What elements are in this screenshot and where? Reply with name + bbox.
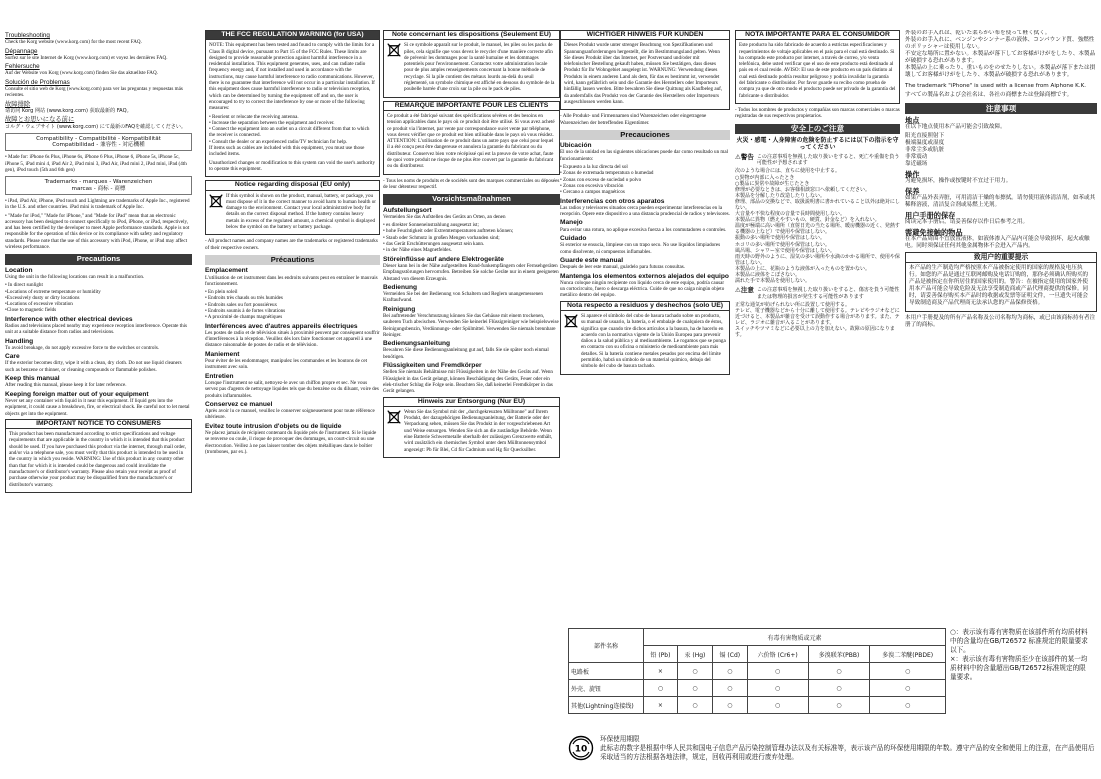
problemas-text: Consulte el sitio web de Korg (www.korg.com) para ver las preguntas y respuestas más recientes.: [5, 86, 183, 99]
stoer-heading: Störeinflüsse auf andere Elektrogeräte: [383, 255, 504, 263]
hinweis-text: Wenn Sie das Symbol mit der „durchgekreuzten Mülltonne" auf Ihrem Produkt, der dazugehörigen Bedienungsanleitung, der Batterie oder der Verpackung sehen, müssen Sie das Produkt in der vorgeschriebenen Art und Weise entsorgen. Wenden Sie sich an die zuständige Behörde. Wenn eine Batterie Schwermetalle oberhalb der zulässigen Grenzwerte enthält, wird zusätzlich ein chemisches Symbol unter dem Mülltonnensymbol angezeigt: Pb für Blei, Cd für Cadmium und Hg für Quecksilber.: [404, 408, 553, 453]
entretien-text: Lorsque l'instrument se salit, nettoyez-le avec un chiffon propre et sec. Ne vous servez pas d'agents de nettoyage liquides tels que du benzène ou du diluant, voire des produits inflammables.: [205, 379, 379, 399]
fcc-box: [205, 30, 380, 177]
nota-residuos-text: Si aparece el símbolo del cubo de basura tachado sobre un producto, su manual de usuario, la batería, o el embalaje de cualquiera de éstos, significa que cuando tire dichos artículos a la basura, ha de hacerlo en acuerdo con la normativa vigente de la Unión Europea para prevenir daños a la salud pública y al medioambiente. Le rogamos que se ponga en contacto con su oficina o ministerio de medioambiente para más detalles. Si la batería contiene metales pesados por encima del límite permitido, habrá un símbolo de un material químico, debajo del símbolo del cubo de basura tachado.: [581, 312, 726, 370]
problemas-heading: Solución de Problemas: [5, 78, 70, 86]
rohs-col-header: 六价铬 (Cr6+): [747, 646, 808, 663]
aufstellungsort-list: [383, 222, 560, 253]
env-period-text: 此标志的数字是根据中华人民共和国电子信息产品污染控制管理办法以及有关标准等，表示该产品的环保使用期限的年数。遵守产品的安全和使用上的注意，在产品使用后采取适当的方法根据各地法律，规定，回收再利用或进行废弃处理。: [600, 744, 1095, 761]
jp-faq-text: コルグ・ウェブサイト (www.korg.com) にて最新のFAQを確認してください。: [5, 123, 187, 130]
disposal-title: Notice regarding disposal (EU only): [206, 181, 379, 190]
rohs-header-part: 部件名称: [569, 629, 644, 663]
foreign-matter-heading: Keeping foreign matter out of your equipment: [5, 390, 149, 398]
location-item: •Locations of extreme temperature or humidity: [5, 288, 101, 295]
rohs-mark: ×: [644, 663, 678, 680]
warning-label: ⚠警告: [735, 152, 754, 161]
wichtiger-title: WICHTIGER HINWEIS FÜR KUNDEN: [561, 31, 729, 40]
fremd-heading: Flüssigkeiten und Fremdkörper: [383, 362, 482, 370]
rohs-note-x: ×：表示该有毒有害物质至少在该部件的某一均质材料中的含量超出GB/T26572标准规定的限量要求。: [950, 655, 1088, 681]
important-notice-text: This product has been manufactured according to strict specifications and voltage requirements that are applicable in the country in which it is intended that this product should be used. If you have purchased this product via the internet, through mail order, and/or via a telephone sale, you must verify that this product is intended to be used in the country in which you reside. WARNING: Use of this product in any country other than that for which it is intended could be dangerous and could invalidate the manufacturer's or distributor's warranty. Please also retain your receipt as proof of purchase otherwise your product may be disqualified from the manufacturer's or distributor's warranty.: [9, 431, 187, 488]
cn-notice-box: [905, 252, 1097, 312]
emplacement-heading: Emplacement: [205, 267, 248, 275]
interference-text: Radios and televisions placed nearby may experience reception interference. Operate this unit at a suitable distance from radios and televisions.: [5, 322, 188, 336]
entretien-heading: Entretien: [205, 372, 234, 380]
guarde-text: Después de leer este manual, guárdelo para futuras consultas.: [560, 264, 686, 271]
hinweis-title: Hinweis zur Entsorgung (Nur EU): [384, 398, 559, 407]
warning-item: ○製品に異常や故障が生じたとき: [735, 180, 810, 187]
warning-item: 本製品の上に、花瓶のような液体が入ったものを置かない。: [735, 265, 871, 272]
warning-item: 本製品を分解したり改造したりしない。: [735, 192, 826, 199]
important-notice-title: IMPORTANT NOTICE TO CONSUMERS: [6, 420, 191, 429]
interference-es-text: Las radios y televisores situados cerca pueden experimentar interferencias en la recepción. Opere este dispositivo a una distancia prudencial de radios y televisores.: [560, 204, 730, 218]
tm-note-en: - All product names and company names are the trademarks or registered trademarks of their respective owners.: [205, 238, 378, 251]
warning-text: この注意事項を無視した取り扱いをすると、死亡や重傷を負う可能性が予想されます: [756, 153, 900, 167]
disposal-box: [205, 180, 380, 235]
warning-item: 次のような場合には、直ちに使用を中止する。: [735, 168, 841, 175]
hinweis-box: [383, 397, 560, 458]
warning-item: 振動の多い場所で使用や保管はしない。: [735, 235, 826, 242]
rohs-mark: ○: [808, 680, 870, 697]
rohs-mark: ○: [677, 680, 712, 697]
aufstellungsort-item: • das Gerät Erschütterungen ausgesetzt sein kann.: [383, 241, 485, 248]
troubleshooting-heading: Troubleshooting: [5, 32, 50, 39]
emplacement-item: • A proximité de champs magnétiques: [205, 314, 283, 321]
warning-item: 濡れた手で本製品を使用しない。: [735, 278, 811, 285]
fremd-text: Stellen Sie niemals Behältnisse mit Flüssigkeiten in der Nähe des Geräts auf. Wenn Flüssigkeit in das Gerät gelangt, können Beschädigung des Geräts, Feuer oder ein elek-trischer Schlag die Folge sein. Beachten Sie, daß keinerlei Fremdkörper in das Gerät gelangen.: [383, 369, 553, 395]
location-list: [5, 282, 192, 313]
jp-care-list: [905, 30, 1097, 79]
warning-item: 温度が極端に高い場所（直射日光の当たる場所、暖房機器の近く、発熱する機器の上など）で使用や保管はしない。: [735, 223, 900, 236]
column-en-fr: [205, 30, 380, 775]
ubicacion-item: • Cercano a campos magnéticos: [560, 189, 625, 196]
stoer-text: Dieser kann bei in der Nähe aufgestellten Rund-funkempfängern oder Fernsehgeräten Empfangsstörungen hervorrufen. Betreiben Sie solche Geräte nur in einem geeigneten Abstand von diesem Erzeugnis.: [383, 262, 559, 282]
depannage-heading: Dépannage: [5, 47, 38, 55]
remarque-box: [383, 101, 560, 175]
cn-care-text: 如果产品外表弄脏，可用清洁干燥的布擦拭。请勿使用液体清洁剂，如苯或其稀释溶液，清洁复合剂或易燃上光剂。: [905, 195, 1096, 208]
jp-care-item: 不安定な場所に置かない。本製品が落下してお客様がけがをしたり、本製品が破損する恐れがあります。: [905, 51, 1096, 64]
rohs-mark: ○: [870, 680, 946, 697]
table-row: [569, 680, 946, 697]
nota-residuos-box: [560, 301, 730, 375]
column-fr-de: [383, 30, 560, 775]
care-heading: Care: [5, 353, 20, 361]
rohs-col-header: 镉 (Cd): [712, 646, 747, 663]
koshou-text: 请访问 Korg 网站 (www.korg.com) 获取最新的 FAQ。: [5, 107, 132, 114]
bedienung-heading: Bedienung: [383, 283, 418, 291]
cn-operation-heading: 操作: [905, 170, 920, 179]
rohs-col-header: 多溴二苯醚(PBDE): [870, 646, 946, 663]
rohs-mark: ○: [677, 663, 712, 680]
cn-location-heading: 地点: [905, 116, 920, 125]
compat-list: • Made for: iPhone 6s Plus, iPhone 6s, iPhone 6 Plus, iPhone 6, iPhone 5s, iPhone 5c, iPhone 5, iPad mini 4, iPad Air 2, iPad mini 3, iPad Air, iPad mini 2, iPad mini, iPad (4th gen), iPod touch (5th and 6th gen): [5, 154, 187, 174]
location-heading: Location: [5, 266, 33, 274]
cuidado-text: Si exterior se ensucia, límpiese con un trapo seco. No use líquidos limpiadores como disolvente, ni compuestos inflamables.: [560, 242, 721, 255]
troubleshooting-text: Check the Korg website (www.korg.com) for the most recent FAQ.: [5, 39, 142, 46]
rohs-note-o: ○：表示该有毒有害物质在该部件所有均质材料中的含量均在GB/T26572 标准规定的限量要求以下。: [950, 628, 1088, 654]
rohs-mark: ○: [870, 697, 946, 714]
caution-label: ⚠注意: [735, 286, 754, 295]
anleitung-heading: Bedienungsanleitung: [383, 340, 451, 348]
rohs-mark: ○: [870, 663, 946, 680]
rohs-notes: [950, 628, 1092, 682]
evitez-heading: Evitez toute intrusion d'objets ou de liquide: [205, 422, 342, 430]
manejo-text: Para evitar una rotura, no aplique excesiva fuerza a los conmutadores o controles.: [560, 226, 727, 233]
mantenga-text: Nunca coloque ningún recipiente con líquido cerca de este equipo, podría causar un cortocircuito, fuero o descarga eléctrica. Cuide de que no caiga ningún objeto metálico dentro del equipo.: [560, 279, 725, 299]
fcc-text-1: NOTE: This equipment has been tested and found to comply with the limits for a Class B digital device, pursuant to Part 15 of the FCC Rules. These limits are designed to provide reasonable protection against harmful interference in a residential installation. This equipment generates, uses, and can radiate radio frequency energy and, if not installed and used in accordance with the instructions, may cause harmful interference to radio communications. However, there is no guarantee that interference will not occur in a particular installation. If this equipment does cause harmful interference to radio or television reception, which can be determined by turning the equipment off and on, the user is encouraged to try to correct the interference by one or more of the following measures:: [209, 42, 375, 112]
rohs-part-name: 电路板: [569, 663, 644, 680]
cn-precautions-bar: 注意事项: [905, 103, 1097, 114]
maniement-text: Pour éviter de les endommager, manipulez les commandes et les boutons de cet instrument avec soin.: [205, 358, 368, 371]
rohs-mark: ○: [747, 680, 808, 697]
warning-item: ○異物が内部に入ったとき: [735, 174, 795, 181]
cuidado-heading: Cuidado: [560, 235, 587, 243]
ubicacion-text: El uso de la unidad en las siguientes ubicaciones puede dar como resultado un mal funcionamiento:: [560, 149, 729, 162]
caution-item: テレビ、電子機器などから十分に離して使用する。テレビやラジオなどに近づけると、本製品が雑音を受けて誤動作する場合があります。また、テレビ、ラジオに雑音が入ることがあります。: [735, 307, 900, 327]
depannage-text: Surfez sur le site Internet de Korg (www.korg.com) et voyez les dernières FAQ.: [5, 54, 168, 61]
location-item: • In direct sunlight: [5, 282, 43, 289]
cn-notice-text: 本产品的生产制造均严格按照本产品被指定使用的国家的规格及电压执行。如您的产品是通过互联网邮购及电话订购的，那你必须确认所购买的产品是被指定在你所居住的国家使用的。警告：在被指定使用的国家外使用本产品可能会导致危险及无法享受制造商或产品代理商提供的保修。同时，请妥善保存购买本产品时的收据或发票等证明文件，一旦遗失可能会导致制造商及产品代理商无法承认您的产品保修资格。: [909, 265, 1089, 306]
note-dispositions-box: [383, 30, 560, 98]
rohs-col-header: 多溴联苯(PBB): [808, 646, 870, 663]
cn-location-item: 极端温度或湿度: [905, 140, 945, 146]
fcc-item: • Connect the equipment into an outlet on a circuit different from that to which the receiver is connected.: [209, 126, 370, 139]
tm-text-1: • iPad, iPad Air, iPhone, iPod touch and Lightning are trademarks of Apple Inc., registered in the U.S. and other countries. iPad mini is trademark of Apple Inc.: [5, 197, 190, 211]
jp-tm-2: すべての製品名および会社名は、各社の商標または登録商標です。: [905, 92, 1073, 98]
aufstellungsort-heading: Aufstellungsort: [383, 206, 432, 214]
table-row: [569, 697, 946, 714]
keep-manual-text: After reading this manual, please keep it for later reference.: [5, 382, 127, 389]
conservez-heading: Conservez ce manuel: [205, 400, 273, 408]
maniement-heading: Maniement: [205, 350, 240, 358]
important-notice-box: [5, 419, 192, 493]
cn-location-item: 阳光直接照射下: [905, 133, 945, 139]
precautions-bar: Precautions: [5, 254, 192, 264]
wichtiger-text: Dieses Produkt wurde unter strenger Beachtung von Spezifikationen und Spannungsanforderungen hergestellt, die im Bestimmungsland gelten. Wenn Sie dieses Produkt über das Internet, per Postversand und/oder mit telefonischer Bestellung gekauft haben, müssen Sie bestätigen, dass dieses Produkt für Ihr Wohngebiet ausgelegt ist. WARNUNG: Verwendung dieses Produkts in einem anderen Land als dem, für das es bestimmt ist, verwendet wird, kann gefährlich sein und die Garantie des Herstellers oder Importeurs hinfällig lassen werden. Bitte bewahren Sie diese Quittung als Kaufbeleg auf, da andernfalls das Produkt von der Garantie des Herstellers oder Importeurs ausgeschlossen werden kann.: [564, 42, 723, 105]
cn-keep-text: 阅读完本手册后，请妥善保存以作日后参考之用。: [905, 219, 1029, 225]
rohs-mark: ○: [677, 697, 712, 714]
fehlersuche-heading: Fehlersuche: [5, 63, 40, 71]
cn-location-list: [905, 133, 1097, 168]
cn-tm-text: 本用户手册提及的所有产品名称及公司名称均为商标，或已由该商标持有者注册了的商标。: [905, 315, 1096, 328]
vorsicht-bar: Vorsichtsmaßnahmen: [383, 194, 560, 204]
aufstellungsort-item: • in der Nähe eines Magnetfeldes.: [383, 247, 452, 254]
evitez-text: Ne placez jamais de récipient contenant du liquide près de l'instrument. Si le liquide se renverse ou coule, il risque de provoquer des dommages, un court-circuit ou une électrocution. Veillez à ne pas laisser tomber des objets métalliques dans le boîtier (trombones, par ex.).: [205, 430, 377, 455]
wichtiger-box: [560, 30, 730, 110]
rohs-mark: ○: [808, 663, 870, 680]
caution-label-text: 注意: [740, 286, 754, 295]
interference-heading: Interference with other electrical devices: [5, 315, 133, 323]
emplacement-item: • Endroits soumis à de fortes vibrations: [205, 307, 286, 314]
caution-list: [735, 302, 900, 339]
remarque-text: Ce produit a été fabriqué suivant des spécifications sévères et des besoins en tension applicables dans le pays où ce produit doit être utilisé. Si vous avez acheté ce produit via l'internet, par vente par correspondance ou/et vente par téléphone, vous devez vérifier que ce produit est bien utilisable dans le pays où vous résidez. ATTENTION: L'utilisation de ce produit dans un autre pays que celui pour lequel il a été conçu peut être dangereuse et annulera la garantie du fabricant ou du distributeur. Conservez bien votre récépissé qui est la preuve de votre achat, faute de quoi votre produit ne risque de ne plus être couvert par la garantie du fabricant ou du distributeur.: [387, 112, 555, 170]
fcc-item: • Increase the separation between the equipment and receiver.: [209, 119, 335, 126]
remarque-title: REMARQUE IMPORTANTE POUR LES CLIENTS: [384, 102, 559, 111]
care-text: If the exterior becomes dirty, wipe it with a clean, dry cloth. Do not use liquid cleaners such as benzene or thinner, or cleaning compounds or flammable polishes.: [5, 360, 182, 373]
aufstellungsort-item: • Staub oder Schmutz in großen Mengen vorhanden sind;: [383, 234, 500, 241]
bedienung-text: Vermeiden Sie bei der Bedienung von Schaltern und Reglern unangemessenen Kraftaufwand.: [383, 291, 543, 304]
cn-location-text: 在以下地点使用本产品可能会引致故障。: [905, 124, 1006, 130]
warning-item: 修理が必要なときは、お客様相談窓口へ依頼してください。: [735, 186, 871, 193]
jp-tm-1: The trademark "iPhone" is used with a license from Aiphone K.K.: [905, 83, 1087, 89]
compat-title-2: Compatibilidad - 兼容性 - 対応機種: [52, 142, 145, 149]
cn-location-item: 非常尘多或肮脏: [905, 147, 945, 153]
note-dispositions-text: Si ce symbole apparaît sur le produit, le manuel, les piles ou les packs de piles, cela signifie que vous devez le recycler d'une manière correcte afin de prévenir les dommages pour la santé humaine et les dommages potentiels pour l'environnement. Contactez votre administration locale pour de plus amples renseignements concernant la bonne méthode de recyclage. Si la pile contient des métaux lourds au-delà du seuil réglementé, un symbole chimique est affiché en dessous du symbole de la poubelle barrée d'une croix sur la pile ou le pack de piles.: [404, 42, 555, 93]
fcc-text-2: If items such as cables are included with this equipment, you must use those included items.: [209, 145, 365, 158]
handling-text: To avoid breakage, do not apply excessive force to the switches or controls.: [5, 344, 160, 351]
warning-item: 雨天時の野外のように、湿気の多い場所や水滴のかかる場所で、使用や保管はしない。: [735, 253, 900, 266]
compat-title-1: Compatibility - Compatibilité - Kompatibilität: [36, 135, 161, 142]
caution-item: 正常な通気が妨げられない所に設置して使用する。: [735, 301, 851, 308]
tm-text-2: • "Made for iPod," "Made for iPhone," and "Made for iPad" mean that an electronic accessory has been designed to connect specifically to iPod, iPhone, or iPad, respectively, and has been certified by the developer to meet Apple performance standards. Apple is not responsible for the operation of this device or its compliance with safety and regulatory standards. Please note that the use of this accessory with iPod, iPhone, or iPad may affect wireless performance.: [5, 212, 190, 251]
cn-location-item: 非常震动: [905, 154, 928, 160]
nota-importante-title: NOTA IMPORTANTE PARA EL CONSUMIDOR: [736, 31, 899, 40]
location-text: Using the unit in the following locations can result in a malfunction.: [5, 273, 145, 280]
warning-label-text: 警告: [740, 152, 754, 161]
reinigung-text: Bei auftretender Verschmutzung können Sie das Gehäuse mit einem trockenen, sauberen Tuch abwischen. Verwenden Sie keinerlei Flüssigreiniger wie beispielsweise Reinigungsbenzin, Verdünnungs- oder Spülmittel. Verwenden Sie niemals brennbare Reiniger.: [383, 312, 559, 338]
emplacement-item: • Endroits très chauds ou très humides: [205, 295, 283, 302]
env-period-number: 10: [574, 744, 588, 755]
cn-notice-title: 致用户的重要提示: [906, 253, 1096, 263]
crossed-bin-icon: [209, 193, 223, 209]
jp-care-item: 外装のお手入れは、乾いた柔らかい布を使って軽く拭く。: [905, 30, 1051, 36]
cn-foreign-heading: 需避免接触的物品: [905, 228, 963, 237]
compat-title-box: [5, 133, 192, 152]
rohs-col-header: 汞 (Hg): [677, 646, 712, 663]
ubicacion-item: • Zonas con exceso de suciedad o polvo: [560, 176, 642, 183]
warning-list: [735, 168, 900, 284]
location-item: •Excessively dusty or dirty locations: [5, 294, 80, 301]
keep-manual-heading: Keep this manual: [5, 375, 60, 383]
foreign-matter-text: Never set any container with liquid in it near this equipment. If liquid gets into the equipment, it could cause a breakdown, fire, or electrical shock. Be careful not to let metal objects get into the equipment.: [5, 397, 190, 417]
rohs-mark: ○: [712, 663, 747, 680]
fcc-item: • Consult the dealer or an experienced radio/TV technician for help.: [209, 138, 348, 145]
column-de-es: [560, 30, 730, 600]
cn-operation-text: 为避免损坏，操作或按键时不宜过于用力。: [905, 178, 1012, 184]
jp-faq-heading: 故障とお思いになる前に: [5, 116, 75, 124]
caution-item: スイッチやツマミなどに必要以上の力を加えない。故障の原因になります。: [735, 326, 895, 339]
disposal-text: If this symbol is shown on the product, manual, battery, or package, you must dispose of it in the correct manner to avoid harm to human health or damage to the environment. Contact your local administrative body for details on the correct disposal method. If the battery contains heavy metals in excess of the regulated amount, a chemical symbol is displayed below the symbol on the battery or battery package.: [226, 192, 376, 231]
env-period-title: 环保使用期限: [600, 735, 640, 743]
emplacement-text: L'utilisation de cet instrument dans les endroits suivants peut en entraîner le mauvais fonctionnement.: [205, 274, 378, 287]
env-period-logo-icon: [568, 735, 594, 761]
nota-importante-box: [735, 30, 900, 104]
handling-heading: Handling: [5, 337, 34, 345]
cn-location-item: 靠近磁场: [905, 161, 928, 167]
interference-es-heading: Interferencias con otros aparatos: [560, 197, 665, 205]
warning-item: 修理、部品の交換などで、取扱説明書に書かれていること以外は絶対にしない。: [735, 198, 900, 212]
emplacement-list: [205, 289, 380, 320]
nota-importante-text: Este producto ha sido fabricado de acuerdo a estrictas especificaciones y requerimientos de voltaje aplicables en el país para el cual está destinado. Si ha comprado este producto por internet, a través de correo, y/o venta telefónica, debe usted verificar que el uso de este producto está destinado al país en el cual reside. AVISO: El uso de este producto en un país distinto al cual está destinado podría resultar peligroso y podría invalidar la garantía del fabricante o distribuidor. Por favor guarde su recibo como prueba de compra ya que de otro modo el producto puede ser privado de la garantía del fabricante o distribuidor.: [739, 42, 896, 99]
aufstellungsort-text: Vermeiden Sie das Aufstellen des Geräts an Orten, an denen: [383, 213, 506, 220]
rohs-part-name: 外壳、旋钮: [569, 680, 644, 697]
nota-residuos-title: Nota respecto a residuos y deshechos (solo UE): [561, 302, 729, 311]
ubicacion-heading: Ubicación: [560, 142, 592, 150]
warning-item: 大音量や不快な程度の音量で長時間使用しない。: [735, 211, 846, 218]
rohs-mark: ○: [712, 680, 747, 697]
ubicacion-item: • Expuesto a la luz directa del sol: [560, 164, 628, 171]
jp-safety-subtitle: 火災・感電・人身障害の危険を防止するには以下の指示を守ってください: [736, 136, 899, 151]
jp-care-item: 本製品の上に乗ったり、重いものをのせたりしない。本製品が落下または損壊してお客様がけがをしたり、本製品が破損する恐れがあります。: [905, 65, 1096, 78]
rohs-part-name: 其他(Lightning连接线): [569, 697, 644, 714]
rohs-header-group: 有毒有害物质或元素: [644, 629, 946, 646]
rohs-mark: ×: [644, 697, 678, 714]
tm-note-es: - Todos los nombres de productos y compañías son marcas comerciales o marcas registradas de sus respectivos propietarios.: [735, 106, 900, 120]
mantenga-heading: Mantenga los elementos externos alejados del equipo: [560, 272, 729, 280]
location-item: •Close to magnetic fields: [5, 307, 57, 314]
tm-note-fr: - Tous les noms de produits et de sociétés sont des marques commerciales ou déposées de leur détenteur respectif.: [383, 177, 560, 190]
warning-item: 本製品に液体をこぼさない。: [735, 272, 801, 279]
rohs-mark: ○: [644, 680, 678, 697]
column-es-jp: [735, 30, 900, 600]
env-period-section: [568, 735, 1096, 762]
ubicacion-item: • Zonas con excesiva vibración: [560, 182, 624, 189]
aufstellungsort-item: • es direkter Sonneneinstrahlung ausgesetzt ist;: [383, 222, 479, 229]
koshou-heading: 故障排除: [5, 100, 31, 108]
fehlersuche-text: Auf der Website von Korg (www.korg.com) finden Sie das aktuellste FAQ.: [5, 70, 158, 77]
note-dispositions-title: Note concernant les dispositions (Seulement EU): [384, 31, 559, 40]
rohs-table: [568, 628, 946, 714]
fcc-list: [209, 114, 376, 145]
tm-title-2: marcas - 商标 - 商標: [71, 185, 126, 192]
tm-title-1: Trademarks - marques - Warenzeichen: [44, 179, 153, 186]
warning-item: 本製品に異物（燃えやすいもの、硬貨、針金など）を入れない。: [735, 217, 880, 224]
manejo-heading: Manejo: [560, 219, 583, 227]
cn-keep-heading: 用户手册的保存: [905, 211, 956, 220]
reinigung-heading: Reinigung: [383, 305, 416, 313]
crossed-bin-icon: [387, 409, 401, 425]
rohs-col-header: 铅 (Pb): [644, 646, 678, 663]
caution-text: この注意事項を無視した取り扱いをすると、傷害を負う可能性または物理的損害が発生する可能性があります: [756, 287, 900, 300]
warning-item: ホコリの多い場所で使用や保管はしない。: [735, 241, 831, 248]
jp-care-item: 外装のお手入れに、ベンジンやシンナー系の液体、コンパウンド質、強燃性のポリッシャーは使用しない。: [905, 37, 1095, 50]
crossed-bin-icon: [387, 42, 401, 58]
cn-foreign-text: 在本产品周围不宜放置液体，如液体渗入产品内可能会导致损坏，起火或触电。同时须保证任何其他金属物体不会进入产品内。: [905, 236, 1090, 249]
fcc-title: THE FCC REGULATION WARNING (for USA): [206, 31, 379, 40]
location-item: •Locations of excessive vibration: [5, 301, 73, 308]
emplacement-item: • En plein soleil: [205, 289, 238, 296]
jp-safety-bar: 安全上のご注意: [735, 124, 900, 134]
aufstellungsort-item: • hohe Feuchtigkeit oder Extremtemperaturen auftreten können;: [383, 228, 514, 235]
trademarks-title-box: [5, 176, 192, 195]
conservez-text: Après avoir lu ce manuel, veuillez le conserver soigneusement pour toute référence ultérieure.: [205, 408, 375, 421]
precauciones-bar: Precauciones: [560, 130, 730, 140]
tm-note-de: - Alle Produkt- und Firmennamen sind Warenzeichen oder eingetragene Warenzeichen der betreffenden Eigentümer.: [560, 113, 707, 126]
column-jp-cn: [905, 30, 1097, 600]
rohs-mark: ○: [808, 697, 870, 714]
warning-item: 風呂場、シャワー室で使用や保管はしない。: [735, 247, 835, 254]
column-en-1: [5, 30, 192, 775]
guarde-heading: Guarde este manual: [560, 256, 624, 264]
interference-fr-heading: Interférences avec d'autres appareils électriques: [205, 322, 358, 330]
cn-care-heading: 保养: [905, 187, 920, 196]
crossed-bin-icon: [564, 313, 578, 329]
emplacement-item: • Endroits sales ou fort poussiéreux: [205, 301, 278, 308]
rohs-mark: ○: [747, 697, 808, 714]
fcc-item: • Reorient or relocate the receiving antenna.: [209, 113, 299, 120]
ubicacion-item: • Zonas de extremada temperatura o humedad: [560, 170, 654, 177]
rohs-mark: ○: [747, 663, 808, 680]
precautions-fr-bar: Précautions: [205, 255, 380, 265]
table-row: [569, 663, 946, 680]
interference-fr-text: Les postes de radio et de télévision situés à proximité peuvent par conséquent souffrir d'interférences à la réception. Veuillez dès lors faire fonctionner cet appareil à une distance raisonnable de postes de radio et de télévision.: [205, 329, 380, 349]
rohs-mark: ○: [712, 697, 747, 714]
anleitung-text: Bewahren Sie diese Bedienungsanleitung gut auf, falls Sie sie später noch einmal benötigen.: [383, 347, 549, 360]
fcc-text-3: Unauthorized changes or modification to this system can void the user's authority to operate this equipment.: [209, 159, 376, 172]
ubicacion-list: [560, 164, 730, 195]
